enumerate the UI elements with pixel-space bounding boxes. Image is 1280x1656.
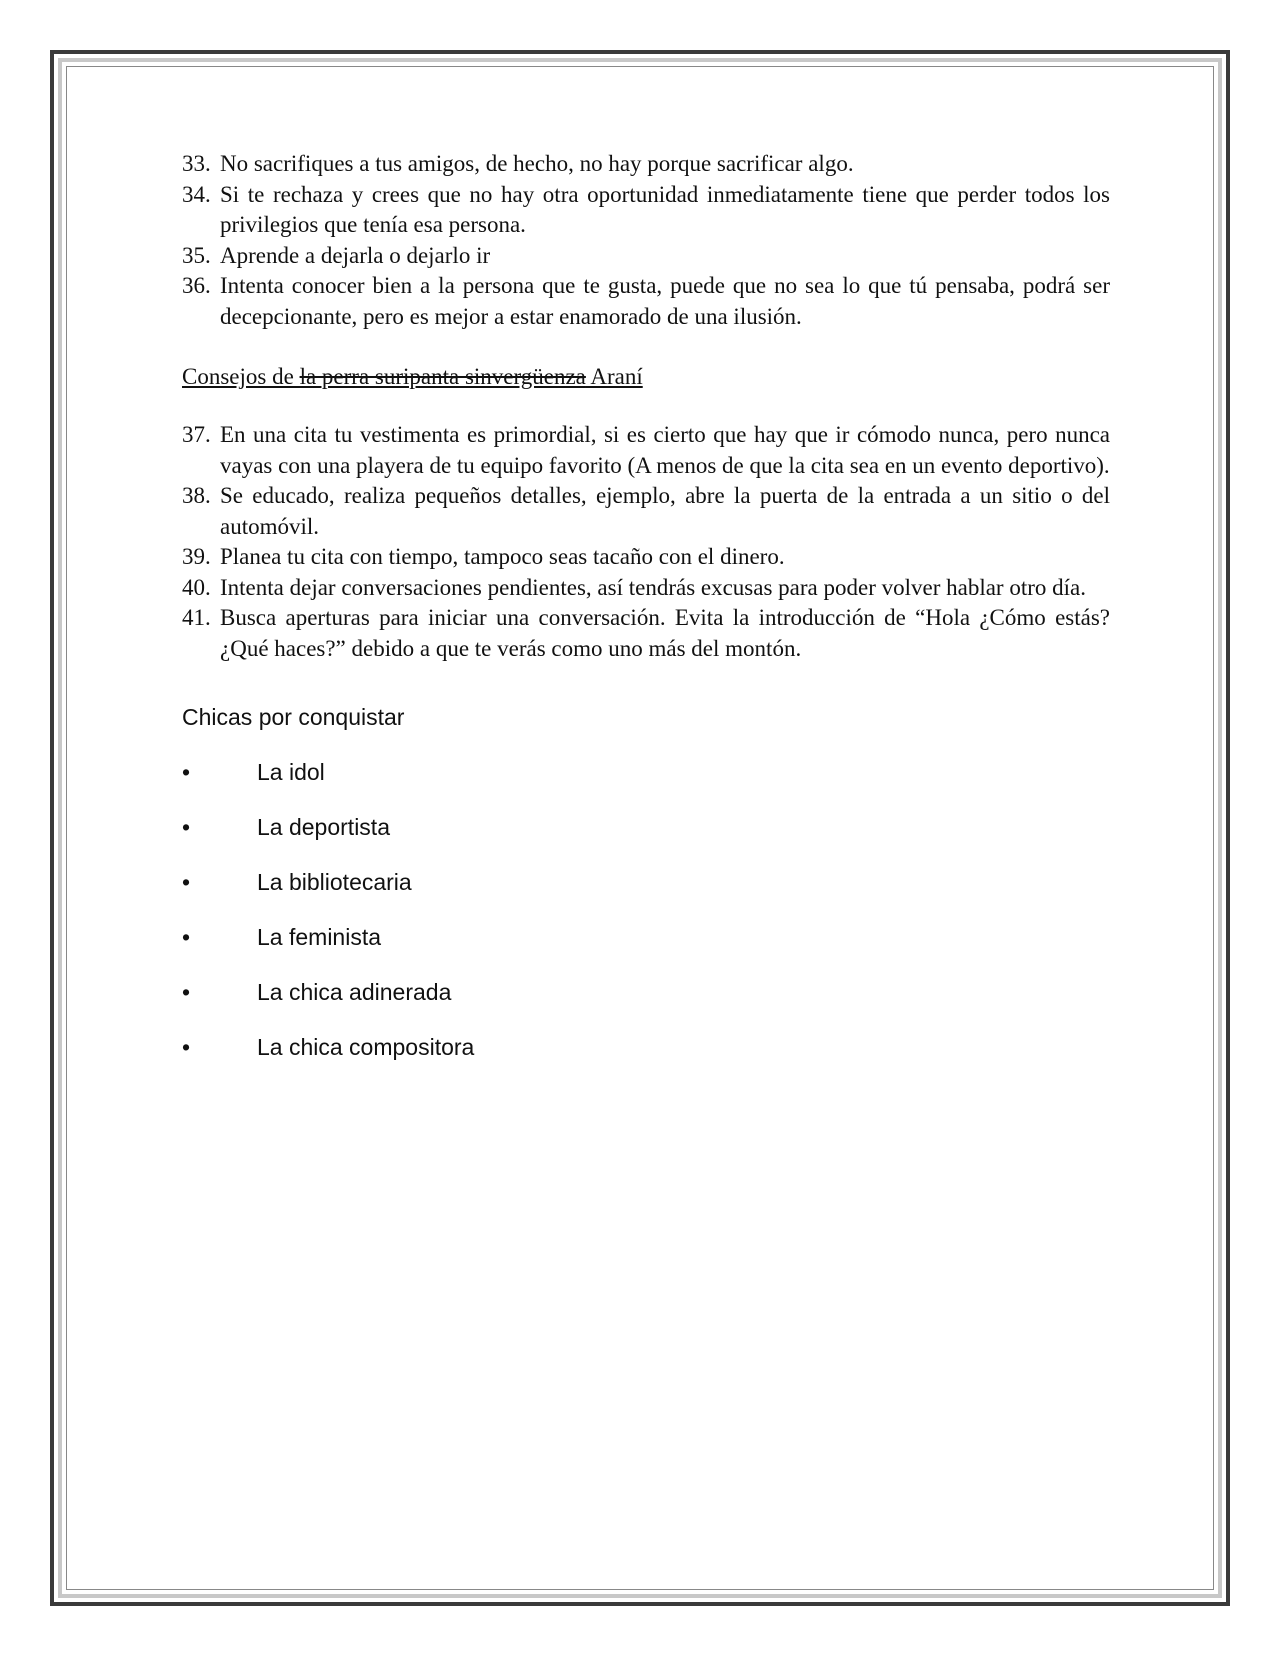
list-item (182, 149, 1110, 180)
item-number: 34. (182, 181, 211, 207)
item-text: Intenta dejar conversaciones pendientes, así tendrás excusas para poder volver hablar otro día. (220, 574, 1086, 600)
list-item (182, 603, 1110, 664)
item-number: 40. (182, 574, 211, 600)
item-text: No sacrifiques a tus amigos, de hecho, no hay porque sacrificar algo. (220, 151, 854, 176)
item-text: Planea tu cita con tiempo, tampoco seas tacaño con el dinero. (220, 544, 785, 569)
bullet-icon: • (182, 979, 191, 1005)
section-heading (182, 362, 1110, 392)
list-item (182, 271, 1110, 332)
item-text: La feminista (257, 924, 382, 950)
list-item (182, 241, 1110, 272)
item-text: La deportista (257, 814, 390, 840)
list-item (182, 922, 1110, 952)
page-border (50, 50, 1230, 1606)
list-item (182, 481, 1110, 542)
item-number: 41. (182, 605, 211, 630)
list-item (182, 573, 1110, 604)
list-item (182, 867, 1110, 897)
item-text: Busca aperturas para iniciar una conversación. Evita la introducción de “Hola ¿Cómo estás? ¿Qué haces?” debido a que te verás como uno más del montón. (220, 605, 1110, 661)
item-text: Aprende a dejarla o dejarlo ir (220, 242, 491, 268)
item-text: La chica compositora (257, 1034, 475, 1060)
bullet-icon: • (182, 869, 191, 895)
bullet-icon: • (182, 924, 191, 950)
item-number: 37. (182, 422, 211, 447)
item-number: 39. (182, 544, 211, 569)
list-item (182, 812, 1110, 842)
item-number: 36. (182, 273, 211, 298)
bullet-icon: • (182, 814, 191, 840)
document-content (182, 149, 1110, 1087)
bullet-icon: • (182, 759, 191, 785)
list-item (182, 180, 1110, 241)
list-item (182, 542, 1110, 573)
item-text: Si te rechaza y crees que no hay otra oportunidad inmediatamente tiene que perder todos los privilegios que tenía esa persona. (220, 181, 1110, 237)
item-text: La bibliotecaria (257, 869, 412, 895)
list-item (182, 1032, 1110, 1062)
tips-list-part1 (182, 149, 1110, 332)
girls-section (182, 702, 1110, 1062)
item-text: La idol (257, 759, 325, 785)
tips-list-part2 (182, 420, 1110, 664)
girls-list (182, 757, 1110, 1062)
girls-section-title: Chicas por conquistar (182, 704, 405, 730)
item-number: 35. (182, 242, 211, 268)
list-item (182, 757, 1110, 787)
item-number: 33. (182, 151, 211, 176)
item-text: Intenta conocer bien a la persona que te gusta, puede que no sea lo que tú pensaba, podrá ser decepcionante, pero es mejor a estar enamorado de una ilusión. (220, 273, 1110, 329)
bullet-icon: • (182, 1034, 191, 1060)
item-text: La chica adinerada (257, 979, 452, 1005)
list-item (182, 420, 1110, 481)
heading-prefix: Consejos de (182, 364, 300, 389)
heading-suffix: Araní (585, 364, 643, 389)
item-number: 38. (182, 483, 211, 508)
item-text: Se educado, realiza pequeños detalles, ejemplo, abre la puerta de la entrada a un sitio o del automóvil. (220, 483, 1110, 539)
heading-struck-text: la perra suripanta sinvergüenza (299, 364, 586, 389)
item-text: En una cita tu vestimenta es primordial, si es cierto que hay que ir cómodo nunca, pero nunca vayas con una playera de tu equipo favorito (A menos de que la cita sea en un evento deportivo). (220, 422, 1110, 478)
list-item (182, 977, 1110, 1007)
